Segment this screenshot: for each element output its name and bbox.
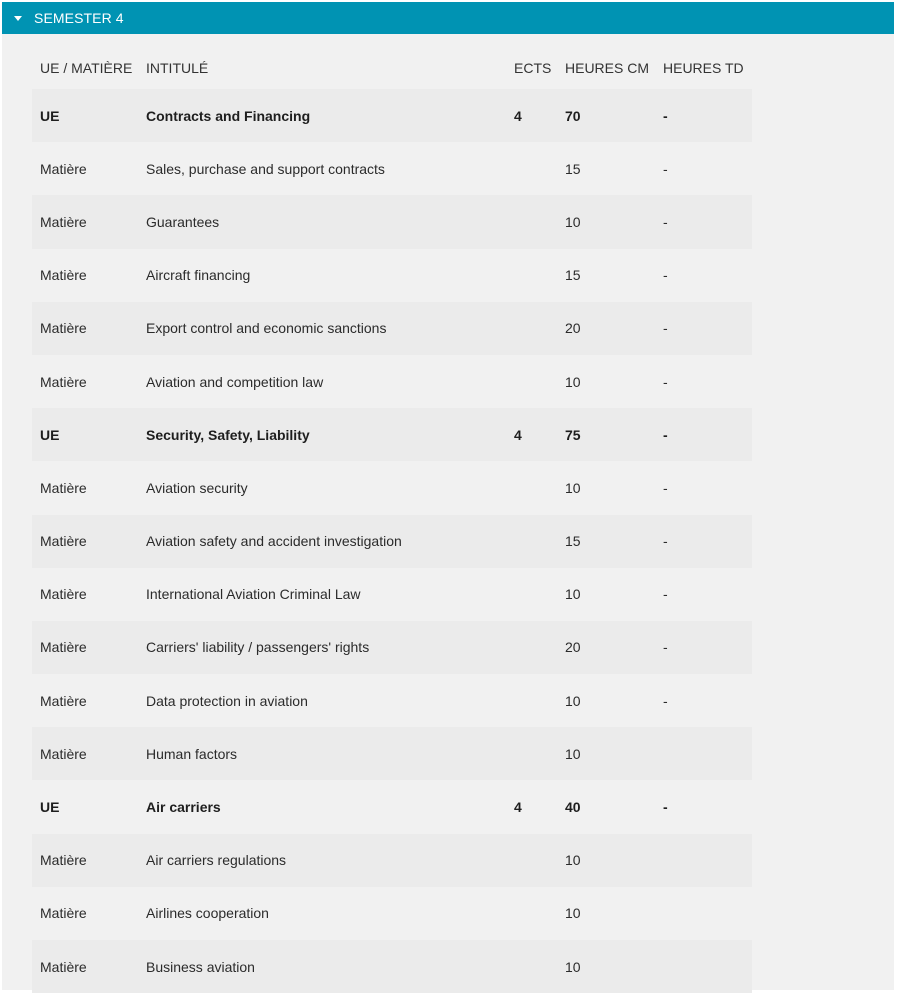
cell-heures-cm: 10 [557, 834, 655, 887]
cell-title: Aviation safety and accident investigation [138, 515, 506, 568]
header-ue-matiere: UE / MATIÈRE [40, 60, 133, 76]
cell-type: Matière [32, 461, 138, 514]
table-row-matiere [32, 249, 752, 302]
cell-heures-td: - [655, 621, 752, 674]
cell-heures-td: - [655, 142, 752, 195]
header-ects: ECTS [514, 60, 552, 76]
table-row-matiere [32, 621, 752, 674]
cell-title: Export control and economic sanctions [138, 302, 506, 355]
panel-title[interactable]: SEMESTER 4 [34, 10, 124, 26]
cell-title: Carriers' liability / passengers' rights [138, 621, 506, 674]
caret-down-icon[interactable] [14, 16, 22, 21]
cell-heures-cm: 40 [557, 780, 655, 833]
table-row-matiere [32, 355, 752, 408]
cell-title: Data protection in aviation [138, 674, 506, 727]
cell-type: Matière [32, 195, 138, 248]
table-row-matiere [32, 461, 752, 514]
cell-heures-td: - [655, 302, 752, 355]
cell-heures-cm: 10 [557, 727, 655, 780]
cell-type: UE [32, 780, 138, 833]
semester-panel-header[interactable] [2, 2, 894, 34]
cell-ects: 4 [506, 780, 557, 833]
cell-heures-td: - [655, 249, 752, 302]
cell-title: Air carriers [138, 780, 506, 833]
cell-ects [506, 727, 557, 780]
cell-ects [506, 887, 557, 940]
table-row-ue [32, 408, 752, 461]
table-row-matiere [32, 940, 752, 993]
cell-heures-td [655, 727, 752, 780]
cell-ects: 4 [506, 408, 557, 461]
cell-type: Matière [32, 568, 138, 621]
table-row-matiere [32, 302, 752, 355]
cell-type: Matière [32, 621, 138, 674]
cell-heures-td: - [655, 674, 752, 727]
cell-title: International Aviation Criminal Law [138, 568, 506, 621]
cell-ects [506, 940, 557, 993]
cell-ects [506, 302, 557, 355]
cell-ects [506, 355, 557, 408]
cell-title: Aviation security [138, 461, 506, 514]
cell-title: Aviation and competition law [138, 355, 506, 408]
cell-type: Matière [32, 674, 138, 727]
cell-ects [506, 515, 557, 568]
cell-title: Aircraft financing [138, 249, 506, 302]
cell-heures-cm: 10 [557, 461, 655, 514]
cell-heures-td: - [655, 195, 752, 248]
course-table [32, 53, 752, 993]
cell-heures-cm: 15 [557, 515, 655, 568]
table-header-row [32, 53, 752, 83]
cell-title: Airlines cooperation [138, 887, 506, 940]
header-intitule: INTITULÉ [146, 60, 209, 76]
cell-type: UE [32, 89, 138, 142]
cell-heures-cm: 20 [557, 621, 655, 674]
table-row-matiere [32, 195, 752, 248]
cell-ects: 4 [506, 89, 557, 142]
table-body [32, 83, 752, 993]
cell-ects [506, 461, 557, 514]
table-row-matiere [32, 887, 752, 940]
cell-ects [506, 834, 557, 887]
cell-heures-cm: 15 [557, 249, 655, 302]
cell-heures-cm: 10 [557, 674, 655, 727]
table-row-matiere [32, 142, 752, 195]
cell-title: Sales, purchase and support contracts [138, 142, 506, 195]
cell-ects [506, 568, 557, 621]
cell-type: Matière [32, 302, 138, 355]
cell-heures-cm: 10 [557, 568, 655, 621]
cell-type: Matière [32, 887, 138, 940]
table-row-matiere [32, 834, 752, 887]
cell-type: Matière [32, 940, 138, 993]
header-heures-cm: HEURES CM [565, 60, 650, 76]
cell-type: UE [32, 408, 138, 461]
cell-heures-td: - [655, 408, 752, 461]
cell-heures-cm: 10 [557, 355, 655, 408]
cell-type: Matière [32, 249, 138, 302]
cell-heures-cm: 75 [557, 408, 655, 461]
cell-heures-cm: 15 [557, 142, 655, 195]
cell-ects [506, 142, 557, 195]
cell-title: Security, Safety, Liability [138, 408, 506, 461]
cell-heures-td: - [655, 355, 752, 408]
cell-ects [506, 674, 557, 727]
cell-ects [506, 249, 557, 302]
cell-heures-td [655, 834, 752, 887]
cell-ects [506, 621, 557, 674]
table-row-ue [32, 780, 752, 833]
cell-title: Air carriers regulations [138, 834, 506, 887]
cell-heures-td: - [655, 515, 752, 568]
cell-heures-td: - [655, 568, 752, 621]
cell-heures-td: - [655, 461, 752, 514]
cell-heures-cm: 10 [557, 887, 655, 940]
table-row-matiere [32, 568, 752, 621]
header-heures-td: HEURES TD [663, 60, 744, 76]
cell-title: Contracts and Financing [138, 89, 506, 142]
cell-type: Matière [32, 727, 138, 780]
cell-heures-td [655, 940, 752, 993]
cell-type: Matière [32, 834, 138, 887]
cell-heures-cm: 70 [557, 89, 655, 142]
cell-title: Human factors [138, 727, 506, 780]
table-row-matiere [32, 727, 752, 780]
cell-heures-cm: 20 [557, 302, 655, 355]
table-row-ue [32, 89, 752, 142]
cell-heures-cm: 10 [557, 195, 655, 248]
table-row-matiere [32, 515, 752, 568]
cell-type: Matière [32, 142, 138, 195]
cell-type: Matière [32, 515, 138, 568]
cell-heures-td: - [655, 89, 752, 142]
cell-title: Business aviation [138, 940, 506, 993]
cell-heures-td [655, 887, 752, 940]
semester-panel [2, 2, 894, 990]
cell-title: Guarantees [138, 195, 506, 248]
cell-ects [506, 195, 557, 248]
cell-heures-td: - [655, 780, 752, 833]
cell-heures-cm: 10 [557, 940, 655, 993]
table-row-matiere [32, 674, 752, 727]
cell-type: Matière [32, 355, 138, 408]
